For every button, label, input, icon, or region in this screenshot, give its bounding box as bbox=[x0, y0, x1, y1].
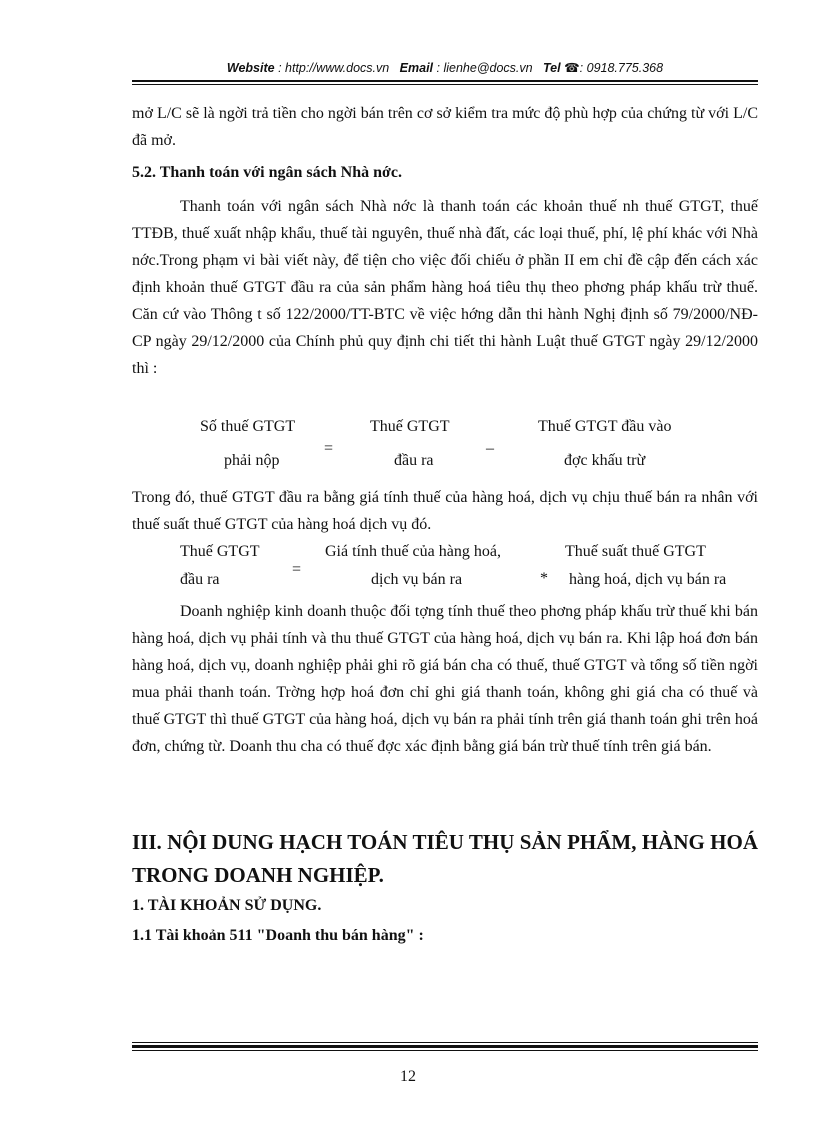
formula1-mid-top: Thuế GTGT bbox=[370, 418, 450, 435]
paragraph-intro: mở L/C sẽ là ngời trả tiền cho ngời bán trên cơ sở kiểm tra mức độ phù hợp của chứng từ với L/C đã mở. bbox=[132, 105, 758, 149]
formula2-left-top: Thuế GTGT bbox=[180, 543, 260, 560]
heading-1: 1. TÀI KHOẢN SỬ DỤNG. bbox=[132, 897, 322, 914]
heading-section-III: III. NỘI DUNG HẠCH TOÁN TIÊU THỤ SẢN PHẨM, HÀNG HOÁ TRONG DOANH NGHIỆP. bbox=[132, 830, 758, 887]
formula2-equals: = bbox=[292, 561, 302, 578]
formula2-left-bottom: đầu ra bbox=[180, 571, 220, 588]
formula1-right-top: Thuế GTGT đầu vào bbox=[538, 418, 672, 435]
formula2-mid-bottom: dịch vụ bán ra bbox=[371, 571, 463, 588]
website-value: : http://www.docs.vn bbox=[278, 61, 390, 75]
page-number: 12 bbox=[400, 1068, 416, 1085]
formula1-left-top: Số thuế GTGT bbox=[200, 418, 296, 435]
tel-label: Tel bbox=[543, 61, 561, 75]
header-rule-thin bbox=[132, 84, 758, 85]
paragraph-where: Trong đó, thuế GTGT đầu ra bằng giá tính thuế của hàng hoá, dịch vụ chịu thuế bán ra nhân với thuế suất thuế GTGT của hàng hoá dịch vụ đó. bbox=[132, 489, 758, 533]
footer-rule-bottom bbox=[132, 1050, 758, 1051]
formula1-right-bottom: đợc khấu trừ bbox=[564, 452, 646, 469]
tel-value: ☎: 0918.775.368 bbox=[564, 61, 664, 75]
footer-rule-thick bbox=[132, 1045, 758, 1048]
paragraph-budget: Thanh toán với ngân sách Nhà nớc là thanh toán các khoản thuế nh thuế GTGT, thuế TTĐB, thuế xuất nhập khẩu, thuế tài nguyên, thuế nhà đất, các loại thuế, phí, lệ phí khác với Nhà nớc.Trong phạm vi bài viết này, để tiện cho việc đối chiếu ở phần II em chỉ đề cập đến cách xác định khoản thuế GTGT đầu ra của sản phẩm hàng hoá tiêu thụ theo phơng pháp khấu trừ thuế. Căn cứ vào Thông t số 122/2000/TT-BTC về việc hớng dẫn thi hành Nghị định số 79/2000/NĐ-CP ngày 29/12/2000 của Chính phủ quy định chi tiết thi hành Luật thuế GTGT ngày 29/12/2000 thì : bbox=[132, 198, 758, 377]
footer-rule-top bbox=[132, 1042, 758, 1043]
formula1-left-bottom: phải nộp bbox=[224, 452, 280, 469]
formula1-mid-bottom: đầu ra bbox=[394, 452, 434, 469]
formula2-right-top: Thuế suất thuế GTGT bbox=[565, 543, 706, 560]
header-rule-thick bbox=[132, 80, 758, 82]
formula2-times: * bbox=[540, 570, 548, 587]
formula1-equals: = bbox=[324, 440, 334, 457]
page-header bbox=[132, 60, 758, 75]
heading-1-1: 1.1 Tài khoản 511 "Doanh thu bán hàng" : bbox=[132, 927, 424, 944]
email-label: Email bbox=[399, 61, 434, 75]
formula1-minus: – bbox=[486, 440, 494, 457]
paragraph-business: Doanh nghiệp kinh doanh thuộc đối tợng tính thuế theo phơng pháp khấu trừ thuế khi bán hàng hoá, dịch vụ phải tính và thu thuế GTGT của hàng hoá, dịch vụ bán ra. Khi lập hoá đơn bán hàng hoá, dịch vụ, doanh nghiệp phải ghi rõ giá bán cha có thuế, thuế GTGT và tổng số tiền ngời mua phải thanh toán. Trờng hợp hoá đơn chỉ ghi giá thanh toán, không ghi giá cha có thuế và thuế GTGT thì thuế GTGT của hàng hoá, dịch vụ bán ra phải tính trên giá thanh toán ghi trên hoá đơn, chứng từ. Doanh thu cha có thuế đợc xác định bằng giá bán trừ thuế tính trên giá bán. bbox=[132, 603, 758, 755]
website-label: Website bbox=[226, 61, 275, 75]
formula2-right-bottom: hàng hoá, dịch vụ bán ra bbox=[569, 571, 727, 588]
email-value: : lienhe@docs.vn bbox=[436, 61, 533, 75]
heading-5-2: 5.2. Thanh toán với ngân sách Nhà nớc. bbox=[132, 164, 402, 181]
formula2-mid-top: Giá tính thuế của hàng hoá, bbox=[325, 543, 501, 560]
